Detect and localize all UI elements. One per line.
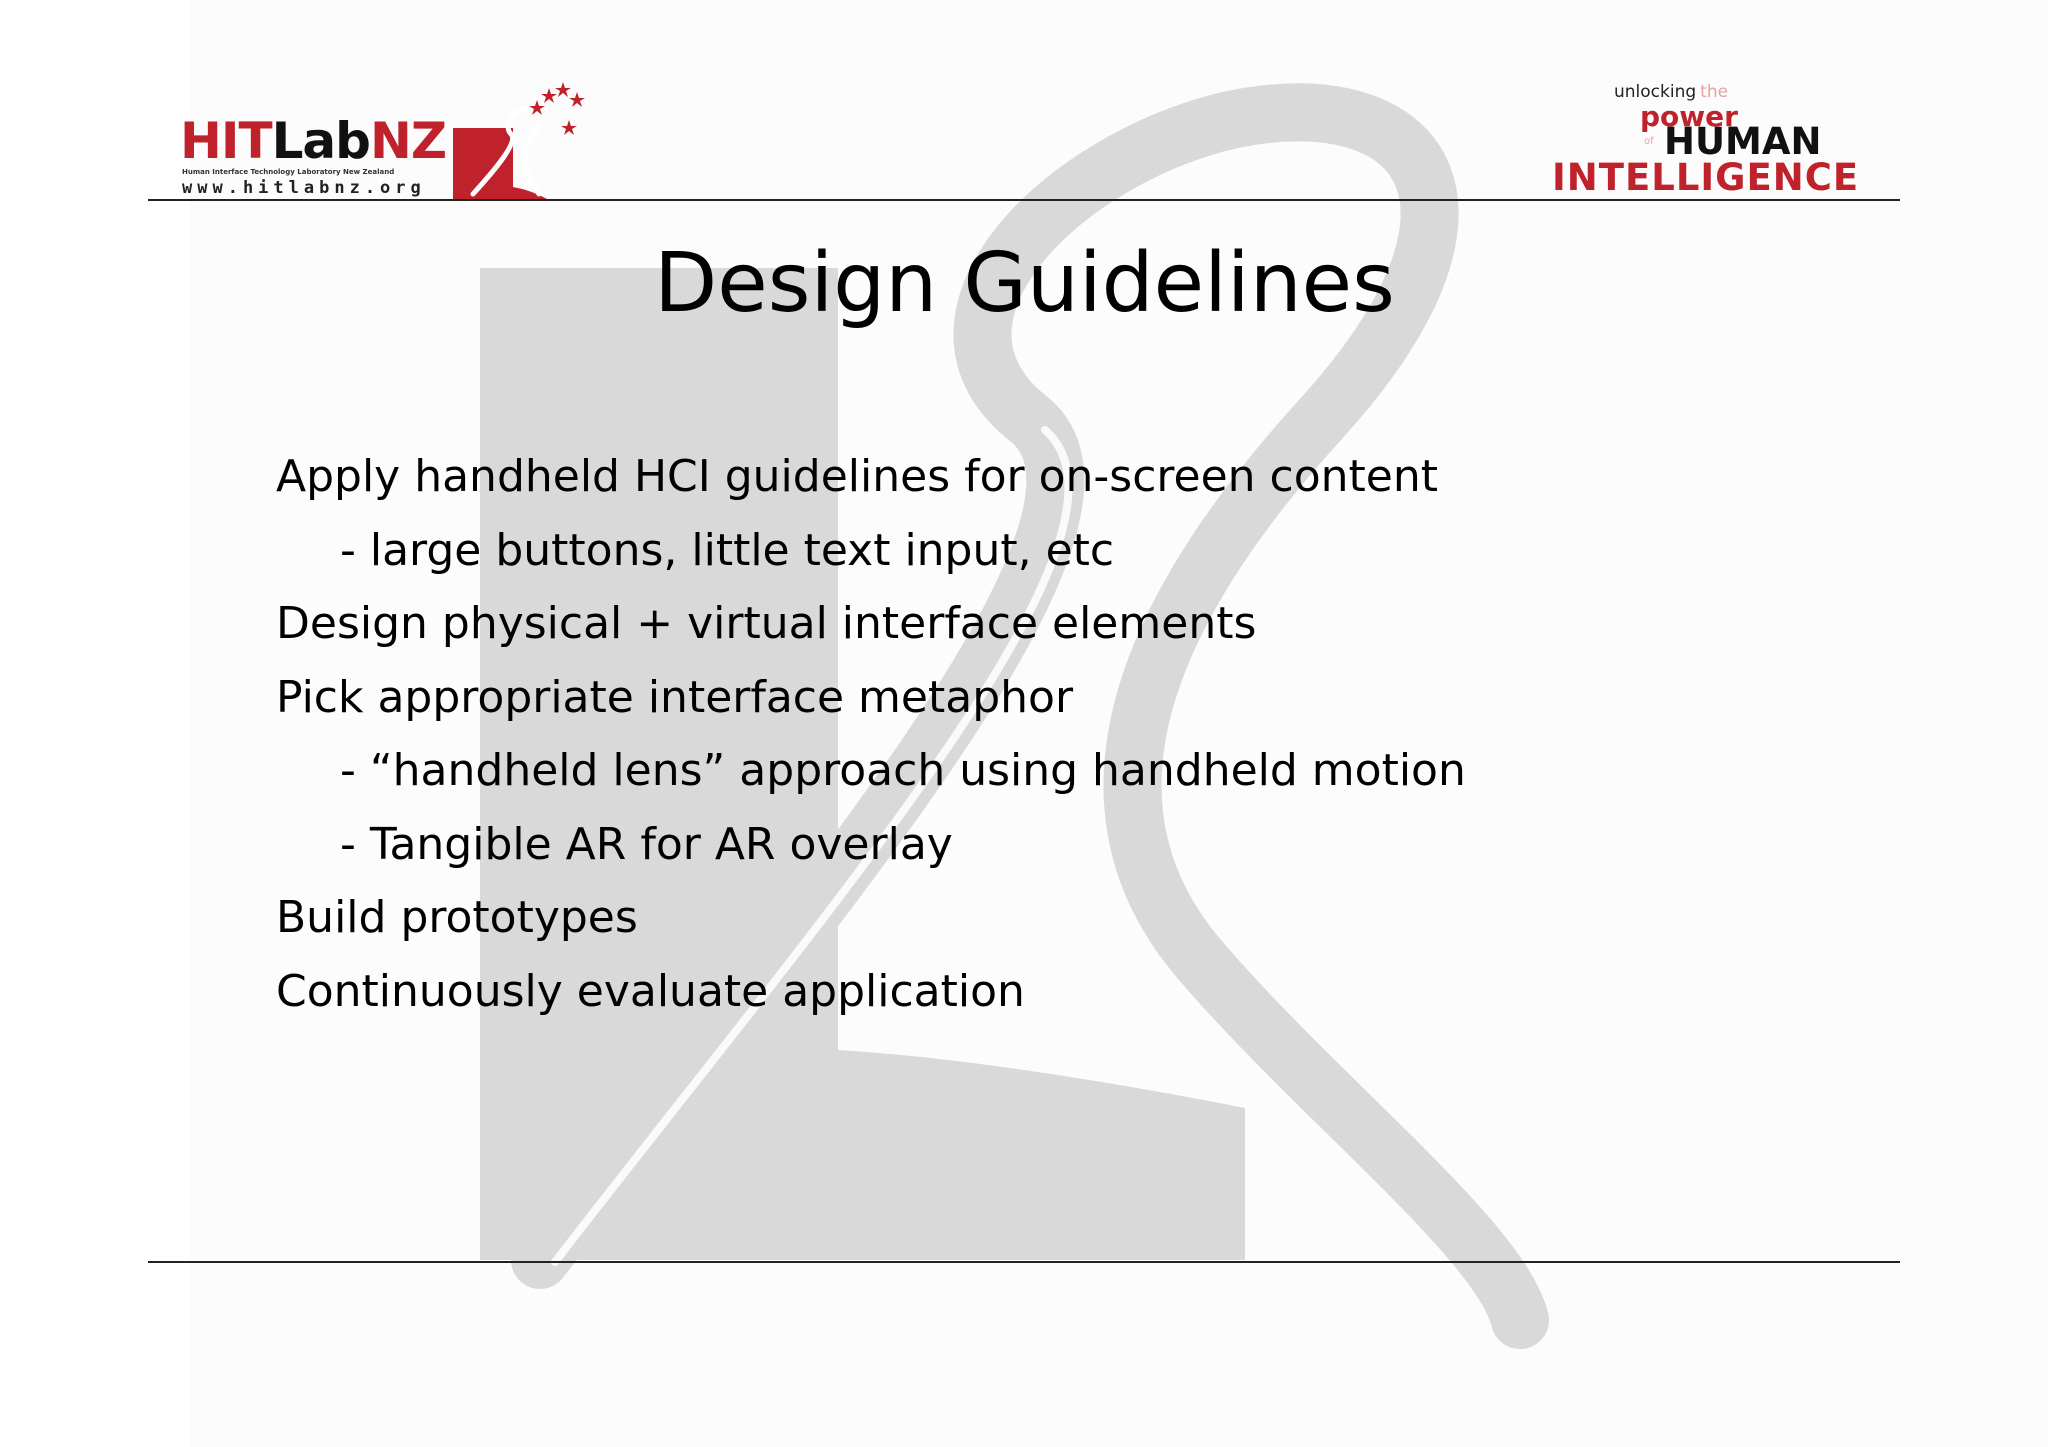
bullet-item: Apply handheld HCI guidelines for on-screen content: [276, 451, 1438, 502]
footer-divider: [148, 1261, 1900, 1263]
logo-word-human: HUMAN: [1664, 120, 1822, 163]
bullet-item: Continuously evaluate application: [276, 965, 1025, 1017]
wordmark-hit: HIT: [180, 112, 272, 170]
wordmark-lab: Lab: [271, 112, 370, 170]
sub-bullet-item: - “handheld lens” approach using handheld motion: [340, 745, 1466, 796]
sub-bullet-item: - Tangible AR for AR overlay: [340, 818, 953, 870]
hitlabnz-wordmark: [180, 112, 447, 170]
logo-line-unlocking: [1614, 82, 1728, 102]
header-divider: [148, 199, 1900, 201]
logo-url: www.hitlabnz.org: [182, 178, 426, 198]
slide-title: [0, 236, 2048, 332]
logo-word-the: the: [1700, 82, 1729, 102]
hitlab-figure-icon: [453, 82, 593, 202]
slide-title-text: Design Guidelines: [654, 236, 1395, 331]
logo-word-intelligence: INTELLIGENCE: [1552, 156, 1860, 199]
logo-word-of: of: [1644, 136, 1654, 147]
bullet-item: Build prototypes: [276, 892, 638, 943]
logo-subline: Human Interface Technology Laboratory New Zealand: [182, 168, 395, 176]
bullet-list: [276, 440, 1466, 1028]
human-intelligence-logo: [1548, 78, 1888, 202]
sub-bullet-item: - large buttons, little text input, etc: [340, 524, 1115, 576]
bullet-item: Pick appropriate interface metaphor: [276, 671, 1074, 723]
logo-word-power: power: [1640, 100, 1738, 133]
wordmark-nz: NZ: [369, 112, 447, 170]
logo-word-unlocking: unlocking: [1614, 82, 1697, 102]
hitlabnz-logo: [178, 82, 598, 202]
bullet-item: Design physical + virtual interface elements: [276, 598, 1257, 649]
